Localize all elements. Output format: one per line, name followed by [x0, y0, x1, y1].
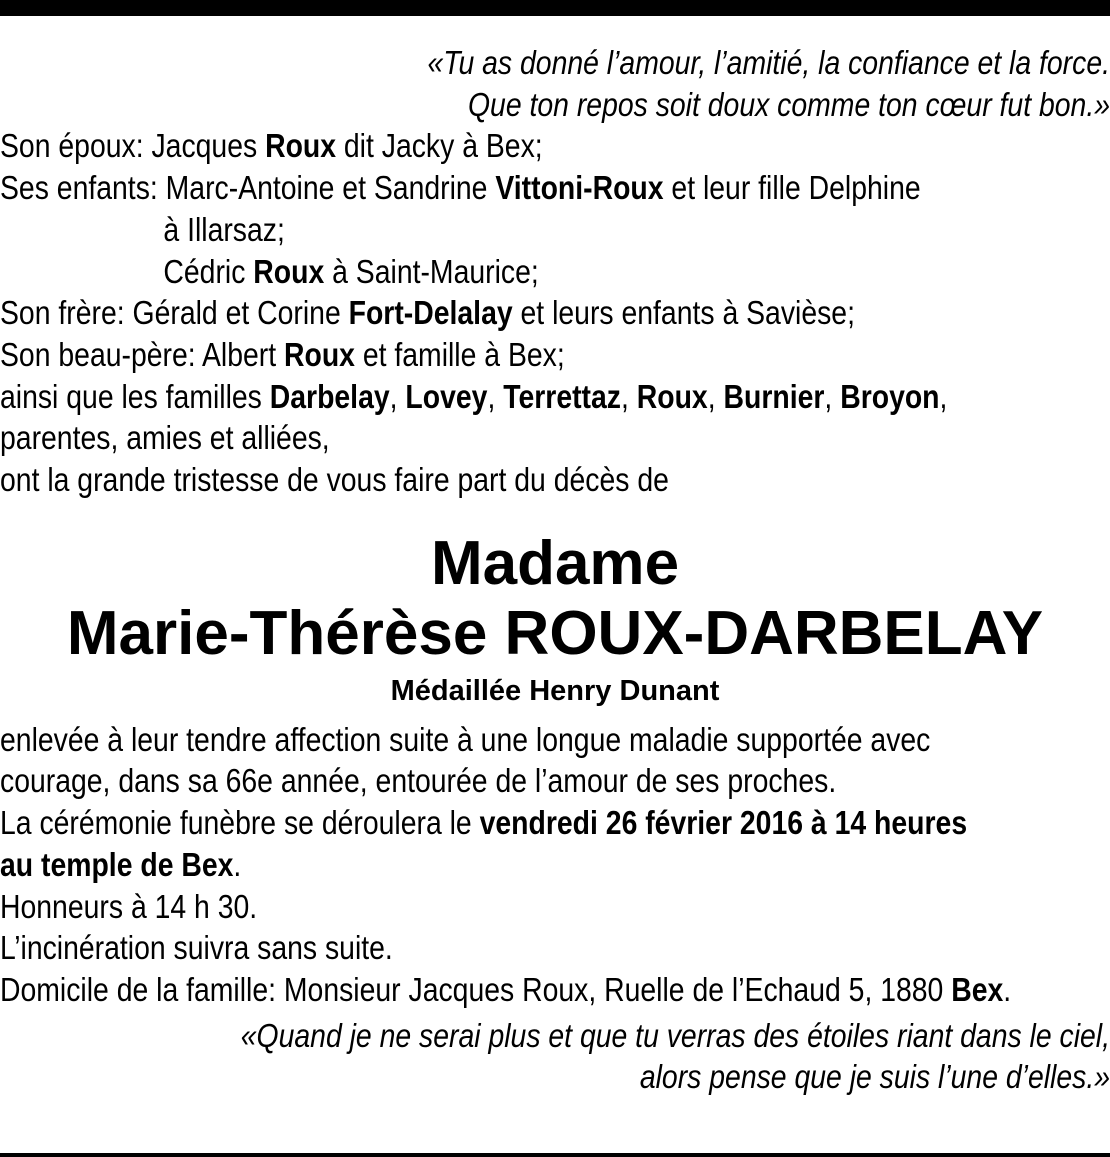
- bottom-rule: [0, 1153, 1110, 1157]
- children-line-1: Ses enfants: Marc-Antoine et Sandrine Vittoni-Roux et leur fille Delphine: [0, 169, 921, 207]
- opening-quote-line-1: «Tu as donné l’amour, l’amitié, la confiance et la force.: [427, 44, 1110, 81]
- deceased-distinction: Médaillée Henry Dunant: [390, 674, 720, 707]
- deceased-name: Marie-Thérèse ROUX-DARBELAY: [66, 598, 1044, 668]
- opening-quote-line-2: Que ton repos soit doux comme ton cœur fut bon.»: [467, 85, 1110, 123]
- closing-quote-line-1: «Quand je ne serai plus et que tu verras des étoiles riant dans le ciel,: [240, 1016, 1110, 1054]
- children-line-1b: à Illarsaz;: [163, 210, 285, 248]
- opening-quote: [0, 42, 1110, 125]
- spouse-line: Son époux: Jacques Roux dit Jacky à Bex;: [0, 127, 543, 165]
- closing-quote-line-2: alors pense que je suis l’une d’elles.»: [639, 1058, 1110, 1096]
- honours-line: Honneurs à 14 h 30.: [0, 887, 258, 925]
- family-list: [0, 125, 1110, 500]
- details-line-1: enlevée à leur tendre affection suite à une longue maladie supportée avec: [0, 720, 931, 758]
- funeral-details: [0, 719, 1110, 1011]
- announcement-line: ont la grande tristesse de vous faire part du décès de: [0, 461, 669, 499]
- families-line: ainsi que les familles Darbelay, Lovey, Terrettaz, Roux, Burnier, Broyon,: [0, 377, 948, 415]
- deceased-title: Madame: [430, 528, 680, 598]
- ceremony-place-line: au temple de Bex.: [0, 845, 242, 883]
- father-in-law-line: Son beau-père: Albert Roux et famille à Bex;: [0, 335, 565, 373]
- details-line-2: courage, dans sa 66e année, entourée de l’amour de ses proches.: [0, 762, 837, 800]
- top-rule: [0, 0, 1110, 16]
- ceremony-line: La cérémonie funèbre se déroulera le vendredi 26 février 2016 à 14 heures: [0, 804, 968, 842]
- children-line-2: Cédric Roux à Saint-Maurice;: [163, 252, 539, 290]
- cremation-line: L’incinération suivra sans suite.: [0, 929, 393, 967]
- brother-line: Son frère: Gérald et Corine Fort-Delalay et leurs enfants à Savièse;: [0, 294, 855, 332]
- relatives-line: parentes, amies et alliées,: [0, 419, 330, 457]
- home-line: Domicile de la famille: Monsieur Jacques Roux, Ruelle de l’Echaud 5, 1880 Bex.: [0, 970, 1012, 1008]
- closing-quote: [0, 1015, 1110, 1098]
- obituary-notice: [0, 42, 1110, 1098]
